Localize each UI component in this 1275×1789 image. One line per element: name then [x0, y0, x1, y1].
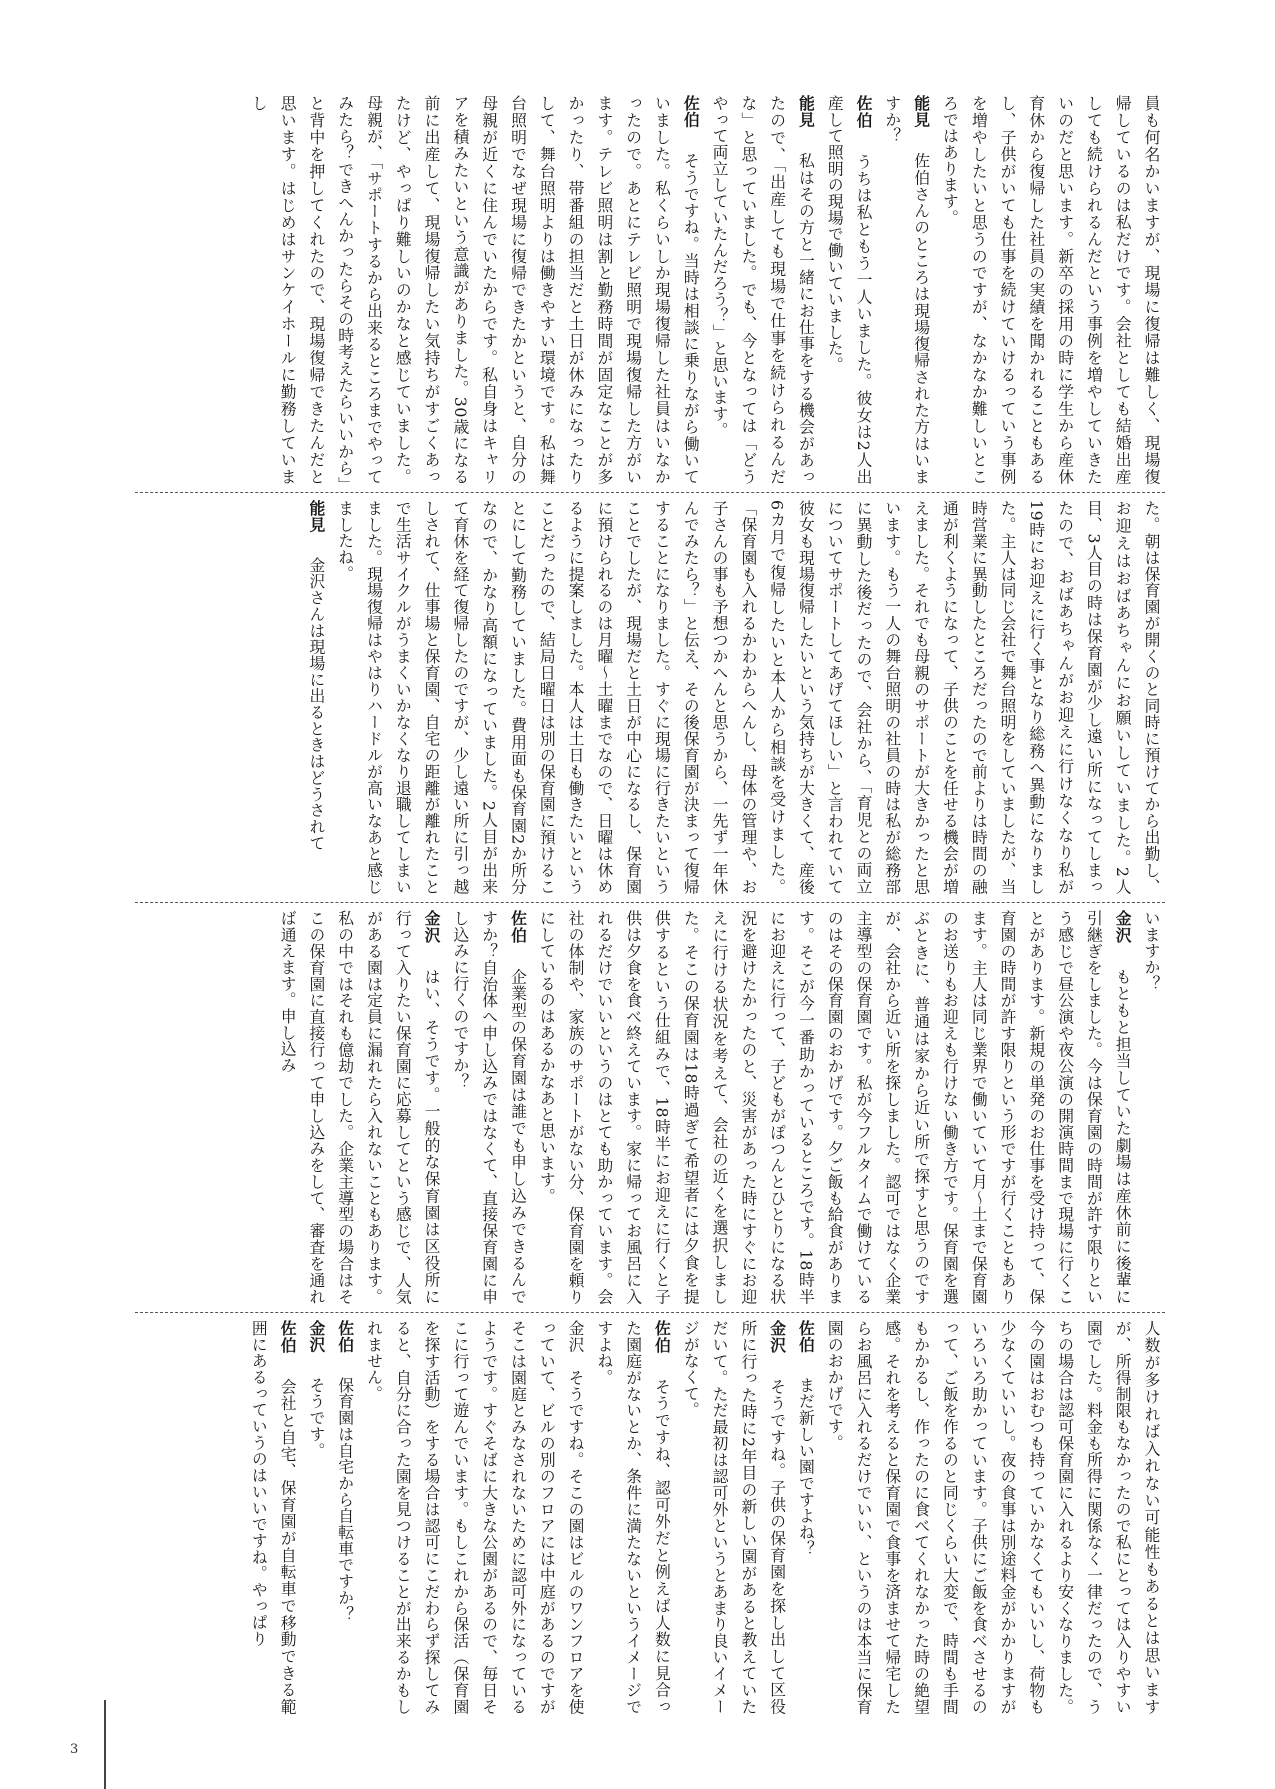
speaker-name: 佐伯: [796, 1320, 816, 1353]
paragraph: [244, 95, 705, 485]
paragraph: [330, 1320, 359, 1715]
paragraph-text: 金沢 そうですね。そこの園はビルのワンフロアを使っていて、ビルの別のフロアには中庭があるのですがそこは園庭とみなされないために認可外になっているようです。すぐそばに大きな公園があるので、毎日そこに行って遊んでいます。もしこれから保活（保育園を探す活動）をする場合は認可にこだわらず探してみると、自分に合った園を見つけることが出来るかもしれません。: [364, 1320, 586, 1715]
speaker-name: 金沢: [306, 1320, 326, 1353]
paragraph: [819, 1320, 1165, 1715]
speaker-name: 金沢: [1113, 910, 1133, 944]
paragraph: [819, 95, 877, 485]
paragraph-text: まだ新しい園ですよね？: [796, 1376, 816, 1557]
speaker-name: 金沢: [767, 1320, 787, 1354]
paragraph-text: 会社と自宅、保育園が自転車で移動できる範囲にあるっていうのはいいですね。やっぱり: [249, 1320, 298, 1715]
paragraph-text: もともと担当していた劇場は産休前に後輩に引継ぎをしました。今は保育園の時間が許す限りという感じで昼公演や夜公演の開演時間まで現場に行くことがあります。新規の単発のお仕事を受け持って、保育園の時間が許す限りという形ですが行くこともあります。主人は同じ業界で働いていて月～土まで保育園のお送りもお迎えも行けない働き方です。保育園を選ぶときに、普通は家から近い所で探すと思うのですが、会社から近い所を探しました。認可ではなく企業主導型の保育園です。私が今フルタイムで働けているのはその保育園のおかげです。夕ご飯も給食があります。そこが今一番助かっているところです。18時半にお迎えに行って、子どもがぽつんとひとりになる状況を避けたかったのと、災害があった時にすぐにお迎えに行ける状況を考えて、会社の近くを選択しました。そこの保育園は18時過ぎて希望者には夕食を提供するという仕組みで、18時半にお迎えに行くと子供は夕食を食べ終えています。家に帰ってお風呂に入れるだけでいいというのはとても助かっています。会社の体制や、家族のサポートがない分、保育園を頼りにしているのはあるかなあと思います。: [537, 910, 1133, 1305]
speaker-name: 金沢: [422, 910, 442, 944]
speaker-name: 佐伯: [335, 1320, 355, 1353]
speaker-name: 佐伯: [681, 95, 701, 129]
dashed-separator: [135, 1312, 1165, 1313]
paragraph-text: 佐伯さんのところは現場復帰された方はいますか？: [882, 95, 931, 485]
paragraph: [531, 910, 1136, 1305]
paragraph-text: 員も何名かいますが、現場に復帰は難しく、現場復帰しているのは私だけです。会社としても結婚出産しても続けられるんだという事例を増やしていきたいのだと思います。新卒の採用の時に学生から産休育休から復帰した社員の実績を聞かれることもあるし、子供がいても仕事を続けていけるっていう事例を増やしたいと思うのですが、なかなか難しいところではあります。: [940, 95, 1161, 485]
paragraph-text: 人数が多ければ入れない可能性もあるとは思いますが、所得制限もなかったので私にとっては入りやすい園でした。料金も所得に関係なく一律だったので、うちの場合は認可保育園に入れるより安くなりました。今の園はおむつも持っていかなくてもいいし、荷物も少なくていいし。夜の食事は別途料金がかかりますがいろいろ助かっています。子供にご飯を食べさせるのって、ご飯を作るのと同じくらい大変で、時間も手間もかかるし、作ったのに食べてくれなかった時の絶望感。それを考えると保育園で食事を済ませて帰宅したらお風呂に入れるだけでいい、というのは本当に保育園のおかげです。: [825, 1320, 1161, 1715]
paragraph-text: そうですね。当時は相談に乗りながら働いていました。私くらいしか現場復帰した社員はいなかったので。あとにテレビ照明で現場復帰した方がいます。テレビ照明は割と勤務時間が固定なことが多かったり、帯番組の担当だと土日が休みになったりして、舞台照明よりは働きやすい環境です。私は舞台照明でなぜ現場に復帰できたかというと、自分の母親が近くに住んでいたからです。私自身はキャリアを積みたいという意識がありました。30歳になる前に出産して、現場復帰したい気持ちがすごくあったけど、やっぱり難しいのかなと感じていました。母親が、「サポートするから出来るところまでやってみたら？できへんかったらその時考えたらいいから」と背中を押してくれたので、現場復帰できたんだと思います。はじめはサンケイホールに勤務していまし: [249, 95, 701, 485]
paragraph-text: 保育園は自宅から自転車ですか？: [335, 1376, 355, 1623]
speaker-name: 能見: [306, 500, 326, 533]
text-column-band-1: [155, 95, 1165, 485]
paragraph: [445, 910, 531, 1305]
paragraph: [589, 1320, 675, 1715]
speaker-name: 能見: [911, 95, 931, 129]
page-number: 3: [70, 1742, 79, 1757]
paragraph: [675, 1320, 790, 1715]
dashed-separator: [135, 902, 1165, 903]
speaker-name: 佐伯: [278, 1320, 298, 1354]
paragraph: [301, 500, 330, 895]
paragraph-text: はい、そうです。一般的な保育園は区役所に行って入りたい保育園に応募してという感じで、人気がある園は定員に漏れたら入れないこともあります。私の中ではそれも億劫でした。企業主導型の場合はそこの保育園に直接行って申し込みをして、審査を通れば通えます。申し込み: [278, 910, 442, 1305]
paragraph-text: 私はその方と一緒にお仕事をする機会があったので、「出産しても現場で仕事を続けられるんだな」と思っていました。でも、今となっては「どうやって両立していたんだろう？」と思います。: [710, 95, 816, 485]
paragraph-text: た。朝は保育園が開くのと同時に預けてから出勤し、お迎えはおばあちゃんにお願いしていました。2人目、3人目の時は保育園が少し遠い所になってしまったので、おばあちゃんがお迎えに行けなくなり私が19時にお迎えに行く事となり総務へ異動になりました。主人は同じ会社で舞台照明をしていましたが、当時営業に異動したところだったので前よりは時間の融通が利くようになって、子供のことを任せる機会が増えました。それでも母親のサポートが大きかったと思います。もう一人の舞台照明の社員の時は私が総務部に異動した後だったので、会社から、「育児との両立についてサポートしてあげてほしい」と言われていて彼女も現場復帰したいという気持ちが大きくて、産後6カ月で復帰したいと本人から相談を受けました。「保育園も入れるかわからへんし、母体の管理や、お子さんの事も予想つかへんと思うから、一先ず一年休んでみたら？」と伝え、その後保育園が決まって復帰することになりました。すぐに現場に行きたいということでしたが、現場だと土日が中心になるし、保育園に預けられるのは月曜～土曜までなので、日曜は休めるように提案しました。本人は土日も働きたいということだったので、結局日曜日は別の保育園に預けることにして勤務していました。費用面も保育園2か所分なので、かなり高額になっていました。2人目が出来て育休を経て復帰したのですが、少し遠い所に引っ越しされて、仕事場と保育園、自宅の距離が離れたことで生活サイクルがうまくいかなくなり退職してしまいました。現場復帰はやはりハードルが高いなあと感じましたね。: [335, 500, 1161, 895]
speaker-name: 佐伯: [854, 95, 874, 129]
paragraph: [791, 1320, 820, 1715]
page-margin-rule: [104, 1700, 106, 1789]
speaker-name: 佐伯: [652, 1320, 672, 1354]
paragraph-text: うちは私ともう一人いました。彼女は2人出産して照明の現場で働いていました。: [825, 95, 874, 485]
paragraph-text: そうですね、認可外だと例えば人数に見合った園庭がないとか、条件に満たないというイメージですよね。: [594, 1320, 672, 1715]
paragraph-text: いますか？: [1142, 910, 1161, 992]
dashed-separator: [135, 492, 1165, 493]
paragraph: [272, 910, 445, 1305]
paragraph: [359, 1320, 589, 1715]
paragraph: [301, 1320, 330, 1715]
paragraph: [704, 95, 819, 485]
paragraph-text: そうですね。子供の保育園を探し出して区役所に行った時に2年目の新しい園があると教えていただいて。ただ最初は認可外というとあまり良いイメージがなくて。: [681, 1320, 787, 1715]
paragraph: [877, 95, 935, 485]
paragraph-text: 企業型の保育園は誰でも申し込みできるんですか？自治体へ申し込みではなくて、直接保育園に申し込みに行くのですか？: [450, 910, 528, 1305]
speaker-name: 能見: [796, 95, 816, 129]
text-column-band-3: [155, 910, 1165, 1305]
paragraph: [244, 1320, 302, 1715]
paragraph-text: そうです。: [306, 1376, 326, 1459]
text-column-band-2: [155, 500, 1165, 895]
paragraph: [330, 500, 1165, 895]
paragraph-text: 金沢さんは現場に出るときはどうされて: [306, 556, 326, 852]
text-column-band-4: [155, 1320, 1165, 1715]
speaker-name: 佐伯: [508, 910, 528, 944]
paragraph: [1136, 910, 1165, 1305]
paragraph: [935, 95, 1165, 485]
